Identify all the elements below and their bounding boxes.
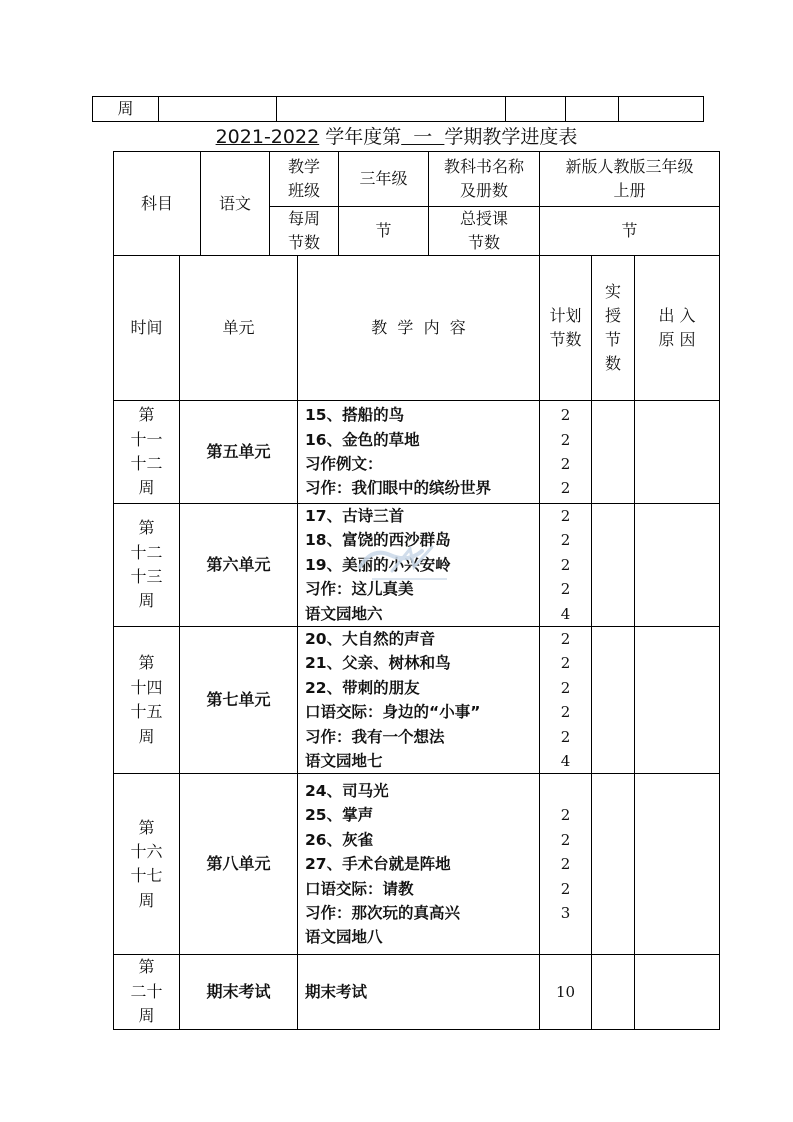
planned-hours: 2 2 2 2 4 <box>540 504 592 627</box>
empty-cell <box>619 97 704 122</box>
col-time: 时间 <box>114 256 180 401</box>
column-header-row <box>114 256 720 401</box>
list-item: 期末考试 <box>305 983 368 1002</box>
empty-cell <box>159 97 277 122</box>
planned-hours: 2 2 2 2 <box>540 401 592 504</box>
list-item: 22、带刺的朋友 <box>305 678 420 697</box>
list-item: 15、搭船的鸟 <box>305 406 405 425</box>
unit-cell: 第七单元 <box>180 627 298 774</box>
reason-cell <box>635 627 720 774</box>
list-item: 习作：我们眼中的缤纷世界 <box>305 479 492 498</box>
lesson-list <box>298 401 540 504</box>
unit-cell: 期末考试 <box>180 955 298 1029</box>
unit-cell: 第五单元 <box>180 401 298 504</box>
col-actual: 实 授 节 数 <box>592 256 635 401</box>
list-item: 习作：我有一个想法 <box>305 727 445 746</box>
weekly-label: 每周 节数 <box>270 207 339 256</box>
reason-cell <box>635 504 720 627</box>
list-item: 20、大自然的声音 <box>305 630 436 649</box>
unit-cell: 第六单元 <box>180 504 298 627</box>
actual-hours <box>592 955 635 1029</box>
reason-cell <box>635 774 720 955</box>
book-value: 新版人教版三年级 上册 <box>540 152 720 207</box>
empty-cell <box>277 97 506 122</box>
top-week-row <box>92 96 704 122</box>
list-item: 口语交际：请教 <box>305 879 414 898</box>
title-term: 一 <box>401 126 445 148</box>
col-unit: 单元 <box>180 256 298 401</box>
lesson-list <box>298 504 540 627</box>
total-value: 节 <box>540 207 720 256</box>
list-item: 语文园地七 <box>305 752 383 771</box>
title-year: 2021-2022 <box>215 126 320 148</box>
list-item: 习作：这儿真美 <box>305 580 414 599</box>
empty-cell <box>566 97 619 122</box>
reason-cell <box>635 401 720 504</box>
planned-hours: 2 2 2 2 2 4 <box>540 627 592 774</box>
col-planned: 计划 节数 <box>540 256 592 401</box>
class-label: 教学 班级 <box>270 152 339 207</box>
table-row <box>114 401 720 504</box>
list-item: 26、灰雀 <box>305 830 374 849</box>
table-row <box>114 504 720 627</box>
list-item: 口语交际：身边的“小事” <box>305 703 481 722</box>
table-row <box>114 774 720 955</box>
lesson-list <box>298 955 540 1029</box>
list-item: 习作：那次玩的真高兴 <box>305 904 461 923</box>
week-label-cell: 周 <box>93 97 159 122</box>
actual-hours <box>592 504 635 627</box>
planned-hours: 2 2 2 2 3 <box>540 774 592 955</box>
col-content: 教 学 内 容 <box>298 256 540 401</box>
schedule-table <box>113 255 720 1030</box>
subject-label: 科目 <box>114 152 201 256</box>
title-end: 学期教学进度表 <box>444 126 578 148</box>
list-item: 语文园地六 <box>305 604 383 623</box>
list-item: 21、父亲、树林和鸟 <box>305 654 451 673</box>
week-cell: 第 十四 十五 周 <box>114 627 180 774</box>
course-info-table <box>113 151 720 256</box>
week-cell: 第 十一 十二 周 <box>114 401 180 504</box>
total-label: 总授课 节数 <box>429 207 540 256</box>
table-row <box>114 955 720 1029</box>
list-item: 24、司马光 <box>305 782 389 801</box>
lesson-list <box>298 627 540 774</box>
list-item: 27、手术台就是阵地 <box>305 855 451 874</box>
title-mid: 学年度第 <box>319 126 402 148</box>
list-item: 25、掌声 <box>305 806 374 825</box>
class-value: 三年级 <box>339 152 429 207</box>
subject-value: 语文 <box>201 152 270 256</box>
list-item: 习作例文： <box>305 455 383 473</box>
actual-hours <box>592 774 635 955</box>
list-item: 18、富饶的西沙群岛 <box>305 531 451 550</box>
actual-hours <box>592 627 635 774</box>
list-item: 17、古诗三首 <box>305 507 405 525</box>
list-item: 语文园地八 <box>305 928 383 947</box>
actual-hours <box>592 401 635 504</box>
book-label: 教科书名称 及册数 <box>429 152 540 207</box>
week-cell: 第 二十 周 <box>114 955 180 1029</box>
unit-cell: 第八单元 <box>180 774 298 955</box>
empty-cell <box>506 97 566 122</box>
lesson-list <box>298 774 540 955</box>
weekly-value: 节 <box>339 207 429 256</box>
planned-hours: 10 <box>540 955 592 1029</box>
page-title <box>0 123 793 151</box>
list-item: 19、美丽的小兴安岭 <box>305 555 451 574</box>
table-row <box>114 627 720 774</box>
list-item: 16、金色的草地 <box>305 430 420 449</box>
col-reason: 出 入 原 因 <box>635 256 720 401</box>
reason-cell <box>635 955 720 1029</box>
week-cell: 第 十二 十三 周 <box>114 504 180 627</box>
week-cell: 第 十六 十七 周 <box>114 774 180 955</box>
